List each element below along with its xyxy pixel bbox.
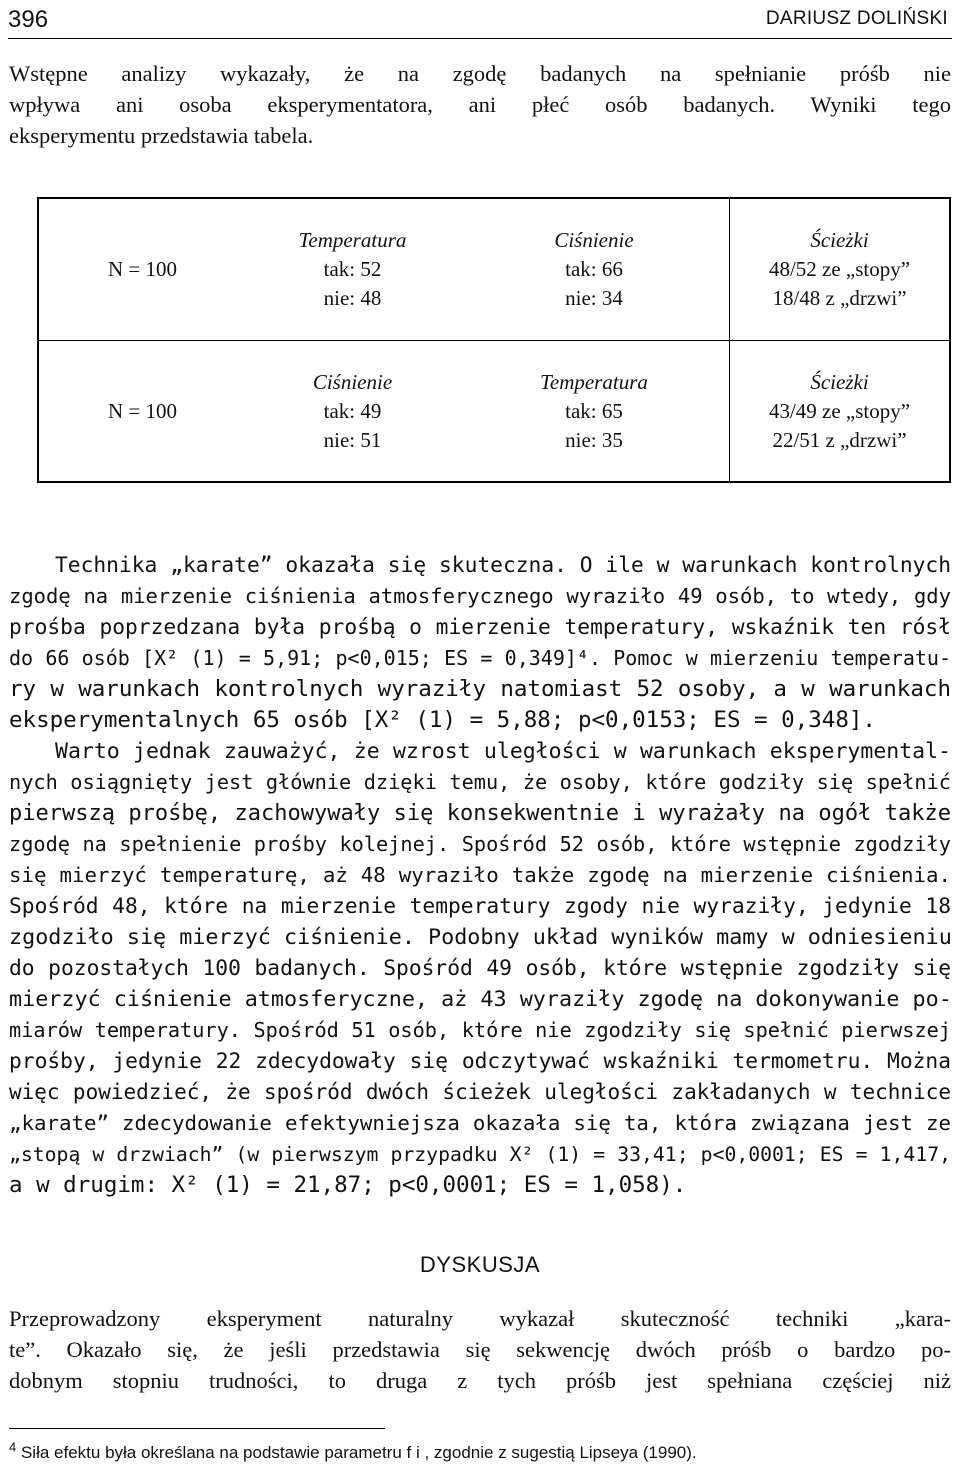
footnote-text: Siła efektu była określana na podstawie parametru f i , zgodnie z sugestią Lipseya (1990). [20,1443,697,1462]
first-request-cell [246,341,459,482]
text-line: zgodę na mierzenie ciśnienia atmosferycznego wyraziło 49 osób, to wtedy, gdy [9,584,951,608]
request-title: Temperatura [540,370,648,394]
footnote-rule [9,1428,385,1429]
results-paragraph [9,550,951,1201]
second-request-cell [459,341,729,482]
text-line: Warto jednak zauważyć, że wzrost uległości w warunkach eksperymental- [55,739,951,764]
page-header [8,2,952,39]
text-line: więc powiedzieć, że spośród dwóch ścieżek uległości zakładanych w technice [9,1080,951,1104]
request-title: Temperatura [298,228,407,252]
paths-title: Ścieżki [810,370,869,394]
yes-count: tak: 49 [323,399,382,423]
yes-count: tak: 65 [565,399,623,423]
text-line: do pozostałych 100 badanych. Spośród 49 osób, które wstępnie zgodziły się [9,956,951,981]
sample-size-cell [39,341,246,482]
yes-count: tak: 52 [323,257,382,281]
running-head: DARIUSZ DOLIŃSKI [765,8,948,29]
text-line: wpływa ani osoba eksperymentatora, ani płeć osób badanych. Wyniki tego [9,92,951,117]
text-line: a w drugim: X² (1) = 21,87; p<0,0001; ES = 1,058). [9,1172,687,1198]
text-line: Przeprowadzony eksperyment naturalny wykazał skuteczność techniki „kara- [9,1306,951,1331]
table-row [39,199,949,341]
text-line: prośba poprzedzana była prośbą o mierzenie temperatury, wskaźnik ten rósł [9,615,951,640]
text-line: pierwszą prośbę, zachowywały się konsekwentnie i wyrażały na ogół także [9,801,951,826]
footnote-number: 4 [9,1439,17,1455]
paths-line: 18/48 z „drzwi” [772,286,907,310]
sample-size: N = 100 [107,399,177,423]
no-count: nie: 35 [565,428,623,452]
text-line: dobnym stopniu trudności, to druga z tych próśb jest spełniana częściej niż [9,1368,951,1393]
request-title: Ciśnienie [312,370,393,394]
paths-line: 22/51 z „drzwi” [772,428,907,452]
text-line: prośby, jedynie 22 zdecydowały się odczytywać wskaźniki termometru. Można [9,1049,951,1074]
no-count: nie: 34 [565,286,623,310]
text-line: do 66 osób [X² (1) = 5,91; p<0,015; ES = 0,349]⁴. Pomoc w mierzeniu temperatu- [9,646,951,670]
second-request-cell [459,199,729,340]
text-line: zgodę na spełnienie prośby kolejnej. Spośród 52 osób, które wstępnie zgodziły [9,832,951,856]
section-heading: DYSKUSJA [419,1252,541,1277]
paths-line: 43/49 ze „stopy” [768,399,911,423]
paths-cell [729,341,949,482]
text-line: Spośród 48, które na mierzenie temperatury zgody nie wyraziły, jedynie 18 [9,894,951,919]
paths-line: 48/52 ze „stopy” [768,257,911,281]
request-title: Ciśnienie [554,228,634,252]
text-line: „karate” zdecydowanie efektywniejsza okazała się ta, która związana jest ze [9,1111,951,1135]
text-line: Technika „karate” okazała się skuteczna. O ile w warunkach kontrolnych [55,553,951,578]
text-line: eksperymentu przedstawia tabela. [9,123,314,148]
footnote [9,1439,697,1464]
text-line: mierzyć ciśnienie atmosferyczne, aż 43 wyraziły zgodę na dokonywanie po- [9,987,952,1012]
text-line: miarów temperatury. Spośród 51 osób, które nie zgodziły się spełnić pierwszej [9,1018,951,1042]
text-line: „stopą w drzwiach” (w pierwszym przypadku X² (1) = 33,41; p<0,0001; ES = 1,417, [9,1143,951,1166]
sample-size-cell [39,199,246,340]
text-line: nych osiągnięty jest głównie dzięki temu, że osoby, które godziły się spełnić [9,770,951,794]
yes-count: tak: 66 [565,257,623,281]
page-number: 396 [8,6,49,33]
text-line: zgodziło się mierzyć ciśnienie. Podobny układ wyników mamy w odniesieniu [9,925,952,950]
paths-title: Ścieżki [810,228,869,252]
discussion-paragraph [9,1303,951,1396]
intro-paragraph [9,58,951,151]
text-line: ry w warunkach kontrolnych wyraziły natomiast 52 osoby, a w warunkach [9,676,951,702]
results-table [37,197,951,483]
text-line: eksperymentalnych 65 osób [X² (1) = 5,88; p<0,0153; ES = 0,348]. [9,707,876,733]
first-request-cell [246,199,459,340]
sample-size: N = 100 [107,257,177,281]
no-count: nie: 48 [323,286,382,310]
table-row [39,341,949,482]
text-line: te”. Okazało się, że jeśli przedstawia się sekwencję dwóch próśb o bardzo po- [9,1337,951,1362]
text-line: Wstępne analizy wykazały, że na zgodę badanych na spełnianie próśb nie [9,61,951,86]
no-count: nie: 51 [323,428,382,452]
text-line: się mierzyć temperaturę, aż 48 wyraziło także zgodę na mierzenie ciśnienia. [9,863,951,887]
paths-cell [729,199,949,340]
